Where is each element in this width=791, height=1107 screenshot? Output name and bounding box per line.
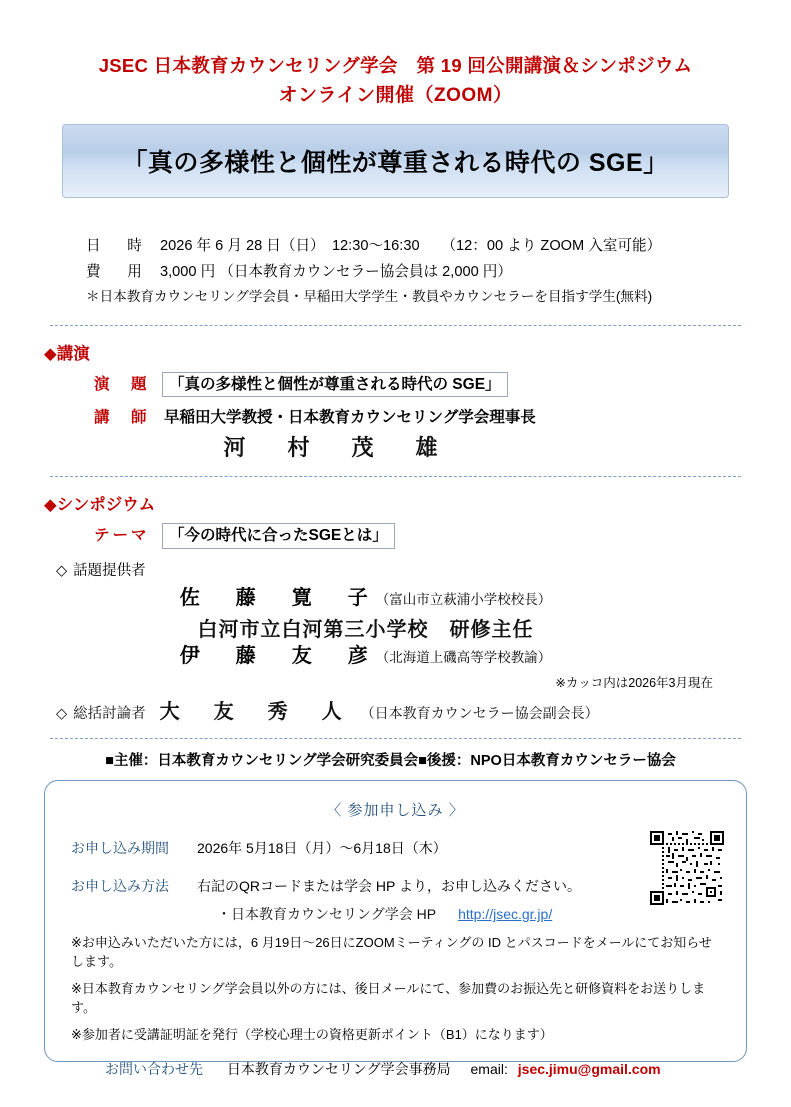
list-item: [44, 613, 687, 642]
discussant-name: 大 友 秀 人: [159, 700, 349, 723]
presenters-mark: ◇: [56, 562, 68, 579]
presenter-name-3: 伊 藤 友 彦: [179, 644, 376, 667]
jsec-website-link[interactable]: http://jsec.gr.jp/: [458, 906, 553, 922]
divider-2: [50, 476, 741, 477]
discussant-mark: ◇: [56, 705, 68, 722]
info-row-fee: [86, 260, 747, 286]
discussant-row: [44, 695, 747, 724]
header: [44, 0, 747, 110]
list-item: [44, 584, 687, 613]
application-note-2: ※日本教育カウンセリング学会員以外の方には、後日メールにて、参加費のお振込先と研修資料をお送りします。: [71, 981, 706, 1015]
header-title-line2: オンライン開催（ZOOM）: [278, 84, 513, 106]
fee-note: ＊日本教育カウンセリング学会員・早稲田大学学生・教員やカウンセラーを目指す学生(無料): [86, 289, 653, 305]
organizers-line: ■主催：日本教育カウンセリング学会研究委員会■後援：NPO日本教育カウンセラー協会: [105, 752, 676, 769]
application-method-row: [71, 876, 720, 896]
discussant-affil: （日本教育カウンセラー協会副会長）: [360, 704, 599, 721]
lecture-speaker-name: 河 村 茂 雄: [223, 435, 448, 461]
contact-email: jsec.jimu@gmail.com: [517, 1061, 661, 1077]
lecture-topic-label: 演 題: [94, 376, 150, 394]
lecture-speaker-label: 講 師: [94, 409, 150, 427]
contact-row: [71, 1059, 720, 1079]
discussant-label: 総括討論者: [73, 705, 146, 722]
contact-organization: 日本教育カウンセリング学会事務局: [226, 1061, 451, 1077]
application-period-row: [71, 838, 720, 858]
fee-value: 3,000 円 （日本教育カウンセラー協会員は 2,000 円）: [160, 263, 512, 280]
lecture-speaker-row: [44, 405, 747, 427]
presenter-name-1: 佐 藤 寛 子: [179, 586, 376, 609]
event-info: [44, 234, 747, 309]
lecture-topic-row: [44, 372, 747, 397]
section-symposium-heading: ◆シンポジウム: [44, 496, 156, 515]
lecture-topic-value: 「真の多様性と個性が尊重される時代の SGE」: [162, 372, 508, 397]
application-period-label: お申し込み期間: [71, 840, 169, 856]
application-method-sub-row: [71, 904, 720, 924]
date-label: 日 時: [86, 238, 148, 255]
date-value: 2026 年 6 月 28 日（日） 12:30～16:30 （12：00 より ZOOM 入室可能）: [160, 238, 662, 255]
presenter-affil-1: （富山市立萩浦小学校校長）: [375, 591, 552, 607]
page-title: 「真の多様性と個性が尊重される時代の SGE」: [122, 149, 669, 178]
application-method-sub: ・日本教育カウンセリング学会 HP: [217, 906, 437, 922]
symposium-theme-value: 「今の時代に合ったSGEとは」: [162, 523, 395, 548]
application-method-label: お申し込み方法: [71, 878, 169, 894]
section-lecture-heading: ◆講演: [44, 345, 90, 364]
presenter-name-2: 白河市立白河第三小学校 研修主任: [197, 618, 534, 641]
info-row-date: [86, 234, 747, 260]
presenter-affil-3: （北海道上磯高等学校教諭）: [375, 649, 552, 665]
symposium-theme-label: テーマ: [94, 527, 150, 545]
qr-code-icon: [650, 831, 724, 905]
application-title: 〈 参加申し込み 〉: [326, 802, 465, 819]
application-period-value: 2026年 5月18日（月）～6月18日（木）: [197, 840, 447, 856]
lecture-speaker-title: 早稲田大学教授・日本教育カウンセリング学会理事長: [164, 409, 536, 427]
presenters-label-row: [44, 559, 747, 580]
symposium-theme-row: [44, 523, 747, 548]
divider-1: [50, 325, 741, 326]
contact-label: お問い合わせ先: [105, 1061, 203, 1077]
application-method-value: 右記のQRコードまたは学会 HP より，お申し込みください。: [197, 878, 581, 894]
divider-3: [50, 738, 741, 739]
title-banner: [62, 124, 729, 198]
presenters-label: 話題提供者: [73, 562, 146, 579]
as-of-note: ※カッコ内は2026年3月現在: [555, 675, 713, 690]
application-box: [44, 780, 747, 1077]
fee-label: 費 用: [86, 263, 148, 280]
list-item: [44, 642, 687, 671]
contact-email-label: email:: [470, 1061, 508, 1077]
presenter-list: [44, 584, 747, 671]
header-title-line1: JSEC 日本教育カウンセリング学会 第 19 回公開講演＆シンポジウム: [98, 55, 693, 76]
application-note-3: ※参加者に受講証明証を発行（学校心理士の資格更新ポイント（B1）になります）: [71, 1027, 553, 1042]
application-note-1: ※お申込みいただいた方には，6 月19日～26日にZOOMミーティングの ID とパスコードをメールにてお知らせします。: [71, 935, 712, 969]
